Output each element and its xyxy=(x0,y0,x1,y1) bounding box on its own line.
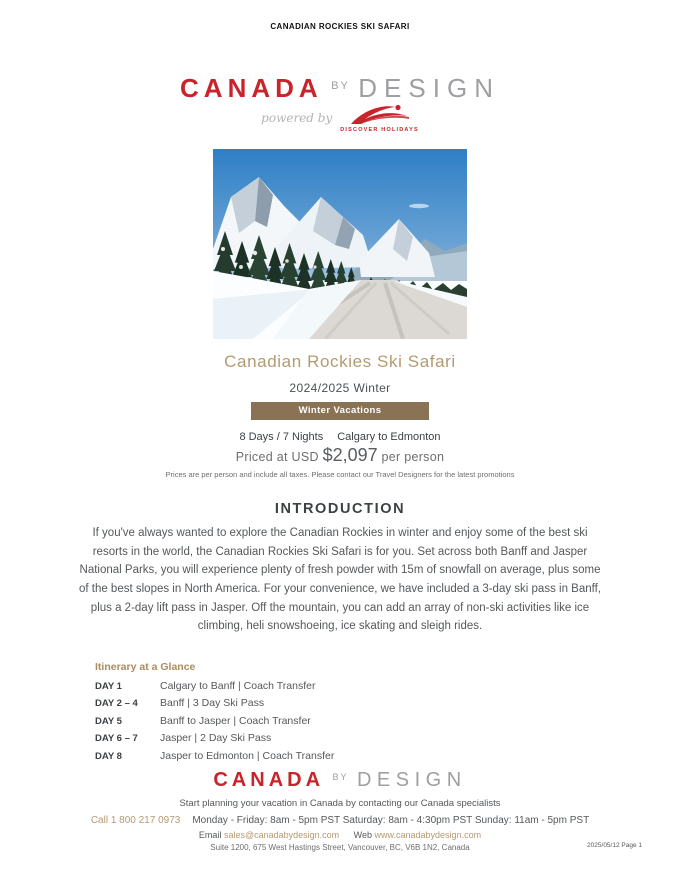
price-line xyxy=(0,445,680,466)
itinerary-day-detail: Jasper | 2 Day Ski Pass xyxy=(160,732,272,745)
office-hours: Monday - Friday: 8am - 5pm PST Saturday: 8am - 4:30pm PST Sunday: 11am - 5pm PST xyxy=(192,814,590,826)
logo-design-text: DESIGN xyxy=(356,769,467,791)
brand-logo xyxy=(0,75,680,101)
document-running-header: CANADIAN ROCKIES SKI SAFARI xyxy=(270,22,410,31)
itinerary-day-label: DAY 6 – 7 xyxy=(95,733,138,745)
partner-name-text: DISCOVER HOLIDAYS xyxy=(340,127,419,133)
itinerary-row xyxy=(95,750,585,762)
itinerary-day-label: DAY 8 xyxy=(95,750,122,762)
logo-by-text: BY xyxy=(332,772,349,782)
logo-canada-text: CANADA xyxy=(213,769,325,791)
price-fine-print: Prices are per person and include all taxes. Please contact our Travel Designers for the latest promotions xyxy=(165,470,515,479)
price-suffix: per person xyxy=(381,450,445,464)
itinerary-day-detail: Jasper to Edmonton | Coach Transfer xyxy=(160,749,335,762)
itinerary-heading: Itinerary at a Glance xyxy=(95,660,196,673)
phone-number[interactable]: Call 1 800 217 0973 xyxy=(90,814,181,826)
category-badge: Winter Vacations xyxy=(251,402,429,420)
powered-by-row xyxy=(0,104,680,133)
discover-holidays-swoosh-icon xyxy=(349,104,411,126)
itinerary-row xyxy=(95,732,585,744)
itinerary-row xyxy=(95,680,585,692)
hero-photo-winter-road xyxy=(213,149,467,339)
price-prefix: Priced at USD xyxy=(235,450,319,464)
itinerary-at-a-glance xyxy=(95,661,585,762)
trip-season: 2024/2025 Winter xyxy=(289,381,391,395)
itinerary-row xyxy=(95,715,585,727)
itinerary-day-label: DAY 5 xyxy=(95,715,122,727)
price-value: $2,097 xyxy=(322,445,378,465)
partner-logo xyxy=(340,104,419,133)
footer-contact-hours xyxy=(0,816,680,826)
introduction-paragraph: If you've always wanted to explore the Canadian Rockies in winter and enjoy some of the best ski resorts in the world, the Canadian Rockies Ski Safari is for you. Set across both Banff and Jasper National Parks, you will experience plenty of fresh powder with 15m of snowfall on average, plus some of the best slopes in North America. For your convenience, we have included a 3-day ski pass in Banff, plus a 2-day lift pass in Jasper. Off the mountain, you can add an array of non-ski activities like ice climbing, heli snowshoeing, ice skating and sleigh rides. xyxy=(78,527,602,633)
page-number: 2025/05/12 Page 1 xyxy=(587,842,642,849)
footer-brand-logo xyxy=(0,770,680,790)
trip-title: Canadian Rockies Ski Safari xyxy=(224,352,456,371)
footer-tagline: Start planning your vacation in Canada by contacting our Canada specialists xyxy=(179,798,501,809)
document-footer xyxy=(0,770,680,852)
itinerary-day-detail: Banff to Jasper | Coach Transfer xyxy=(160,714,311,727)
trip-route: Calgary to Edmonton xyxy=(337,431,441,443)
trip-duration-route xyxy=(0,431,680,443)
itinerary-day-label: DAY 2 – 4 xyxy=(95,698,138,710)
trip-duration: 8 Days / 7 Nights xyxy=(239,431,324,443)
itinerary-day-detail: Calgary to Banff | Coach Transfer xyxy=(160,679,316,692)
itinerary-day-detail: Banff | 3 Day Ski Pass xyxy=(160,697,265,710)
logo-canada-text: CANADA xyxy=(180,73,323,103)
introduction-heading: INTRODUCTION xyxy=(274,501,406,517)
itinerary-day-label: DAY 1 xyxy=(95,680,122,692)
logo-design-text: DESIGN xyxy=(358,73,500,103)
website-link[interactable]: www.canadabydesign.com xyxy=(374,829,482,840)
itinerary-row xyxy=(95,697,585,709)
web-label: Web xyxy=(353,829,372,840)
email-label: Email xyxy=(198,829,222,840)
powered-by-label: powered by xyxy=(261,111,333,125)
footer-links xyxy=(0,831,680,840)
office-address: Suite 1200, 675 West Hastings Street, Vancouver, BC, V6B 1N2, Canada xyxy=(210,842,470,852)
email-link[interactable]: sales@canadabydesign.com xyxy=(223,829,340,840)
logo-by-text: BY xyxy=(331,80,350,92)
